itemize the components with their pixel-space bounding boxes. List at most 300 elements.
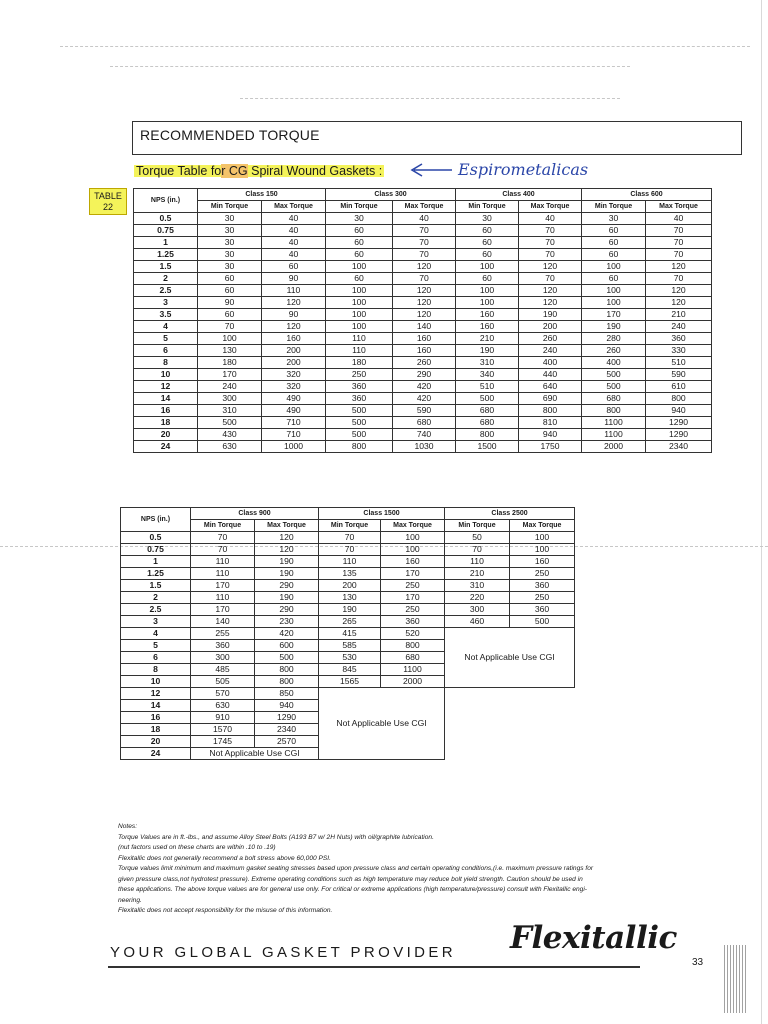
torque-cell: 1570 — [191, 724, 255, 736]
torque-cell: 60 — [326, 273, 393, 285]
nps-cell: 1.5 — [134, 261, 198, 273]
torque-cell: 120 — [646, 285, 712, 297]
torque-cell: 120 — [519, 297, 582, 309]
nps-cell: 14 — [121, 700, 191, 712]
torque-cell: 70 — [646, 249, 712, 261]
torque-cell: 60 — [326, 225, 393, 237]
torque-cell: 190 — [255, 568, 319, 580]
table-row — [134, 225, 712, 237]
torque-cell: 290 — [255, 580, 319, 592]
torque-cell: 300 — [445, 604, 510, 616]
torque-cell: 210 — [445, 568, 510, 580]
torque-cell: 110 — [319, 556, 381, 568]
torque-cell: 680 — [456, 417, 519, 429]
torque-cell: 500 — [326, 429, 393, 441]
handwritten-arrow-icon — [404, 162, 454, 178]
torque-cell: 500 — [456, 393, 519, 405]
nps-cell: 5 — [121, 640, 191, 652]
torque-cell: 130 — [198, 345, 262, 357]
torque-cell: 490 — [262, 393, 326, 405]
torque-cell: 420 — [393, 393, 456, 405]
torque-cell: 70 — [191, 532, 255, 544]
torque-cell: 100 — [326, 309, 393, 321]
torque-cell: 60 — [582, 237, 646, 249]
torque-cell: 420 — [393, 381, 456, 393]
not-applicable-class-900: Not Applicable Use CGI — [191, 748, 319, 760]
torque-cell: 170 — [381, 568, 445, 580]
table-row — [121, 580, 575, 592]
torque-cell: 800 — [255, 676, 319, 688]
table-row — [134, 285, 712, 297]
header-title: RECOMMENDED TORQUE — [140, 127, 320, 143]
torque-cell: 440 — [519, 369, 582, 381]
torque-cell: 60 — [262, 261, 326, 273]
torque-cell: 320 — [262, 369, 326, 381]
torque-cell: 70 — [519, 225, 582, 237]
nps-cell: 18 — [121, 724, 191, 736]
nps-cell: 18 — [134, 417, 198, 429]
torque-cell: 800 — [646, 393, 712, 405]
torque-cell: 500 — [582, 381, 646, 393]
torque-cell: 60 — [198, 285, 262, 297]
max-torque-header: Max Torque — [255, 520, 319, 532]
note-line: these applications. The above torque values are for general use only. For critical or extreme applications (high temperature/pressure) consult with Flexitallic engi- — [118, 886, 587, 893]
torque-cell: 500 — [582, 369, 646, 381]
torque-cell: 800 — [255, 664, 319, 676]
nps-cell: 1.5 — [121, 580, 191, 592]
torque-cell: 360 — [326, 393, 393, 405]
torque-cell: 260 — [519, 333, 582, 345]
torque-cell: 70 — [519, 273, 582, 285]
torque-cell: 800 — [519, 405, 582, 417]
torque-cell: 30 — [198, 249, 262, 261]
torque-cell: 310 — [445, 580, 510, 592]
torque-cell: 300 — [191, 652, 255, 664]
torque-cell: 190 — [255, 556, 319, 568]
torque-cell: 190 — [255, 592, 319, 604]
torque-cell: 50 — [445, 532, 510, 544]
torque-cell: 290 — [255, 604, 319, 616]
torque-cell: 485 — [191, 664, 255, 676]
torque-cell: 300 — [198, 393, 262, 405]
torque-cell: 30 — [198, 237, 262, 249]
min-torque-header: Min Torque — [198, 201, 262, 213]
class-header: Class 900 — [191, 508, 319, 520]
torque-cell: 60 — [198, 273, 262, 285]
torque-cell: 810 — [519, 417, 582, 429]
torque-cell: 30 — [326, 213, 393, 225]
torque-cell: 1745 — [191, 736, 255, 748]
page-number: 33 — [692, 957, 704, 968]
max-torque-header: Max Torque — [381, 520, 445, 532]
torque-cell: 360 — [510, 580, 575, 592]
note-line: neering. — [118, 896, 142, 904]
torque-cell: 40 — [393, 213, 456, 225]
torque-cell: 120 — [393, 297, 456, 309]
nps-cell: 6 — [134, 345, 198, 357]
nps-cell: 0.5 — [121, 532, 191, 544]
torque-cell: 135 — [319, 568, 381, 580]
nps-cell: 2 — [121, 592, 191, 604]
torque-cell: 500 — [255, 652, 319, 664]
torque-cell: 170 — [582, 309, 646, 321]
torque-cell: 190 — [456, 345, 519, 357]
torque-cell: 240 — [519, 345, 582, 357]
torque-cell: 100 — [381, 532, 445, 544]
torque-cell: 2340 — [255, 724, 319, 736]
table-row — [134, 273, 712, 285]
nps-cell: 4 — [134, 321, 198, 333]
min-torque-header: Min Torque — [319, 520, 381, 532]
torque-cell: 70 — [646, 225, 712, 237]
torque-cell: 1500 — [456, 441, 519, 453]
torque-cell: 70 — [191, 544, 255, 556]
torque-cell: 680 — [393, 417, 456, 429]
torque-cell: 420 — [255, 628, 319, 640]
torque-cell: 90 — [262, 309, 326, 321]
torque-cell: 110 — [191, 592, 255, 604]
torque-cell: 160 — [262, 333, 326, 345]
torque-cell: 70 — [393, 237, 456, 249]
min-torque-header: Min Torque — [582, 201, 646, 213]
torque-cell: 505 — [191, 676, 255, 688]
torque-cell: 30 — [456, 213, 519, 225]
torque-cell: 30 — [198, 213, 262, 225]
torque-cell: 60 — [456, 273, 519, 285]
table-row — [134, 309, 712, 321]
min-torque-header: Min Torque — [456, 201, 519, 213]
torque-cell: 690 — [519, 393, 582, 405]
torque-cell: 800 — [381, 640, 445, 652]
torque-cell: 100 — [326, 261, 393, 273]
note-line: Flexitallic does not accept responsibility for the misuse of this information. — [118, 907, 333, 914]
torque-cell: 1565 — [319, 676, 381, 688]
table-row — [134, 249, 712, 261]
torque-cell: 680 — [381, 652, 445, 664]
max-torque-header: Max Torque — [393, 201, 456, 213]
torque-cell: 1290 — [646, 417, 712, 429]
torque-cell: 590 — [393, 405, 456, 417]
nps-cell: 24 — [121, 748, 191, 760]
torque-cell: 850 — [255, 688, 319, 700]
torque-cell: 500 — [326, 417, 393, 429]
max-torque-header: Max Torque — [646, 201, 712, 213]
torque-cell: 70 — [519, 237, 582, 249]
torque-cell: 70 — [646, 237, 712, 249]
torque-cell: 170 — [191, 604, 255, 616]
torque-cell: 250 — [381, 580, 445, 592]
torque-cell: 70 — [393, 249, 456, 261]
max-torque-header: Max Torque — [519, 201, 582, 213]
torque-cell: 100 — [510, 544, 575, 556]
not-applicable-class-1500: Not Applicable Use CGI — [319, 688, 445, 760]
torque-cell: 60 — [326, 249, 393, 261]
torque-cell: 360 — [646, 333, 712, 345]
torque-cell: 120 — [519, 285, 582, 297]
torque-cell: 940 — [519, 429, 582, 441]
notes-heading: Notes: — [118, 823, 138, 830]
note-line: Flexitallic does not generally recommend a bolt stress above 60,000 PSI. — [118, 854, 331, 862]
footer-tagline: YOUR GLOBAL GASKET PROVIDER — [110, 944, 457, 961]
torque-cell: 170 — [191, 580, 255, 592]
table-row — [121, 532, 575, 544]
torque-cell: 250 — [510, 568, 575, 580]
torque-cell: 260 — [393, 357, 456, 369]
table-row — [134, 417, 712, 429]
torque-cell: 140 — [191, 616, 255, 628]
table-row — [121, 688, 575, 700]
notes-section — [118, 822, 718, 917]
torque-cell: 210 — [646, 309, 712, 321]
handwritten-note: Espirometalicas — [458, 160, 589, 179]
table-row — [134, 429, 712, 441]
table-row — [121, 592, 575, 604]
nps-cell: 1 — [121, 556, 191, 568]
torque-cell: 360 — [326, 381, 393, 393]
torque-cell: 40 — [262, 225, 326, 237]
torque-cell: 190 — [319, 604, 381, 616]
torque-cell: 800 — [456, 429, 519, 441]
torque-cell: 100 — [456, 261, 519, 273]
min-torque-header: Min Torque — [191, 520, 255, 532]
nps-cell: 16 — [134, 405, 198, 417]
torque-cell: 100 — [326, 321, 393, 333]
torque-cell: 1100 — [381, 664, 445, 676]
torque-cell: 70 — [319, 532, 381, 544]
table-row — [134, 333, 712, 345]
torque-cell: 2000 — [582, 441, 646, 453]
torque-cell: 500 — [510, 616, 575, 628]
table-row — [121, 616, 575, 628]
torque-cell: 120 — [393, 285, 456, 297]
torque-cell: 1750 — [519, 441, 582, 453]
torque-cell: 30 — [582, 213, 646, 225]
torque-cell: 255 — [191, 628, 255, 640]
class-header: Class 2500 — [445, 508, 575, 520]
torque-cell: 430 — [198, 429, 262, 441]
torque-cell: 120 — [393, 261, 456, 273]
table-row — [134, 213, 712, 225]
torque-cell: 530 — [319, 652, 381, 664]
class-header: Class 600 — [582, 189, 712, 201]
torque-cell: 500 — [198, 417, 262, 429]
not-applicable-class-2500: Not Applicable Use CGI — [445, 628, 575, 688]
torque-cell: 60 — [582, 273, 646, 285]
nps-cell: 12 — [121, 688, 191, 700]
torque-cell: 610 — [646, 381, 712, 393]
torque-cell: 310 — [456, 357, 519, 369]
scan-noise — [110, 66, 630, 68]
torque-cell: 100 — [582, 297, 646, 309]
torque-cell: 1030 — [393, 441, 456, 453]
torque-cell: 120 — [255, 532, 319, 544]
min-torque-header: Min Torque — [445, 520, 510, 532]
torque-cell: 160 — [456, 321, 519, 333]
table-subtitle: Torque Table for CG Spiral Wound Gaskets : — [136, 164, 383, 178]
table-row — [134, 345, 712, 357]
torque-cell: 120 — [262, 297, 326, 309]
table-row — [134, 381, 712, 393]
class-header: Class 300 — [326, 189, 456, 201]
table-row — [134, 237, 712, 249]
torque-cell: 1100 — [582, 417, 646, 429]
brand-logo: Flexitallic — [510, 920, 677, 956]
torque-cell: 160 — [393, 333, 456, 345]
table-row — [121, 556, 575, 568]
table-row — [134, 369, 712, 381]
note-line: Torque values limit minimum and maximum gasket seating stresses based upon pressure class and certain operating conditions,(i.e. maximum pressure ratings for — [118, 865, 594, 872]
torque-cell: 250 — [381, 604, 445, 616]
nps-cell: 2 — [134, 273, 198, 285]
torque-cell: 70 — [198, 321, 262, 333]
torque-cell: 630 — [191, 700, 255, 712]
nps-cell: 1.25 — [121, 568, 191, 580]
torque-cell: 70 — [393, 225, 456, 237]
nps-cell: 4 — [121, 628, 191, 640]
torque-cell: 100 — [582, 285, 646, 297]
torque-cell: 100 — [510, 532, 575, 544]
torque-cell: 190 — [519, 309, 582, 321]
torque-cell: 60 — [456, 237, 519, 249]
torque-cell: 40 — [262, 213, 326, 225]
torque-cell: 330 — [646, 345, 712, 357]
torque-cell: 160 — [393, 345, 456, 357]
torque-cell: 70 — [393, 273, 456, 285]
torque-cell: 110 — [326, 345, 393, 357]
note-line: given pressure class,not hydrotest pressure). Extreme operating conditions such as high temperature may reduce bolt yield strength. Caution should be used in — [118, 875, 583, 883]
torque-cell: 60 — [456, 225, 519, 237]
torque-cell: 360 — [191, 640, 255, 652]
torque-cell: 400 — [582, 357, 646, 369]
nps-cell: 1 — [134, 237, 198, 249]
nps-cell: 12 — [134, 381, 198, 393]
nps-cell: 0.5 — [134, 213, 198, 225]
torque-cell: 510 — [646, 357, 712, 369]
torque-cell: 260 — [582, 345, 646, 357]
torque-cell: 160 — [381, 556, 445, 568]
torque-cell: 120 — [519, 261, 582, 273]
table-row — [134, 357, 712, 369]
nps-cell: 0.75 — [134, 225, 198, 237]
torque-cell: 680 — [456, 405, 519, 417]
torque-cell: 60 — [326, 237, 393, 249]
nps-cell: 10 — [134, 369, 198, 381]
torque-cell: 30 — [198, 225, 262, 237]
torque-cell: 240 — [646, 321, 712, 333]
torque-cell: 940 — [255, 700, 319, 712]
torque-cell: 200 — [319, 580, 381, 592]
table-row — [121, 544, 575, 556]
torque-cell: 1290 — [255, 712, 319, 724]
torque-cell: 510 — [456, 381, 519, 393]
torque-cell: 400 — [519, 357, 582, 369]
table-row — [121, 604, 575, 616]
torque-cell: 600 — [255, 640, 319, 652]
header-title-box — [132, 121, 742, 155]
torque-table-class-900-2500 — [120, 507, 575, 760]
torque-cell: 140 — [393, 321, 456, 333]
torque-cell: 585 — [319, 640, 381, 652]
class-header: Class 1500 — [319, 508, 445, 520]
torque-cell: 570 — [191, 688, 255, 700]
torque-cell: 415 — [319, 628, 381, 640]
torque-cell: 110 — [445, 556, 510, 568]
torque-cell: 100 — [198, 333, 262, 345]
nps-cell: 24 — [134, 441, 198, 453]
torque-cell: 160 — [510, 556, 575, 568]
torque-cell: 170 — [198, 369, 262, 381]
torque-cell: 200 — [262, 345, 326, 357]
nps-cell: 5 — [134, 333, 198, 345]
nps-cell: 2.5 — [134, 285, 198, 297]
torque-cell: 60 — [582, 249, 646, 261]
torque-cell: 100 — [381, 544, 445, 556]
nps-cell: 3 — [121, 616, 191, 628]
torque-cell: 160 — [456, 309, 519, 321]
table-row — [134, 441, 712, 453]
torque-cell: 110 — [326, 333, 393, 345]
torque-cell: 100 — [326, 285, 393, 297]
nps-header: NPS (in.) — [134, 189, 198, 213]
torque-cell: 490 — [262, 405, 326, 417]
torque-cell: 280 — [582, 333, 646, 345]
torque-cell: 740 — [393, 429, 456, 441]
torque-cell: 40 — [646, 213, 712, 225]
torque-cell: 40 — [262, 249, 326, 261]
table-row — [121, 568, 575, 580]
torque-cell: 460 — [445, 616, 510, 628]
torque-cell: 70 — [519, 249, 582, 261]
max-torque-header: Max Torque — [510, 520, 575, 532]
torque-table-class-150-600 — [133, 188, 712, 453]
nps-cell: 6 — [121, 652, 191, 664]
table-number-label: TABLE 22 — [89, 188, 127, 215]
nps-cell: 1.25 — [134, 249, 198, 261]
torque-cell: 250 — [510, 592, 575, 604]
torque-cell: 200 — [262, 357, 326, 369]
torque-cell: 30 — [198, 261, 262, 273]
page-edge — [761, 0, 762, 1024]
torque-cell: 70 — [445, 544, 510, 556]
nps-cell: 20 — [121, 736, 191, 748]
torque-cell: 210 — [456, 333, 519, 345]
class-header: Class 400 — [456, 189, 582, 201]
torque-cell: 40 — [519, 213, 582, 225]
torque-cell: 2570 — [255, 736, 319, 748]
torque-cell: 130 — [319, 592, 381, 604]
torque-cell: 180 — [326, 357, 393, 369]
torque-cell: 240 — [198, 381, 262, 393]
torque-cell: 520 — [381, 628, 445, 640]
note-line: Torque Values are in ft.-lbs., and assume Alloy Steel Bolts (A193 B7 w/ 2H Nuts) with oil/graphite lubrication. — [118, 833, 434, 841]
torque-cell: 70 — [319, 544, 381, 556]
nps-cell: 16 — [121, 712, 191, 724]
torque-cell: 1000 — [262, 441, 326, 453]
torque-cell: 360 — [510, 604, 575, 616]
table-row — [134, 405, 712, 417]
table-row — [134, 393, 712, 405]
table-row — [134, 321, 712, 333]
torque-cell: 845 — [319, 664, 381, 676]
torque-cell: 200 — [519, 321, 582, 333]
torque-cell: 800 — [326, 441, 393, 453]
torque-cell: 340 — [456, 369, 519, 381]
torque-cell: 230 — [255, 616, 319, 628]
class-header: Class 150 — [198, 189, 326, 201]
nps-header: NPS (in.) — [121, 508, 191, 532]
nps-cell: 20 — [134, 429, 198, 441]
torque-cell: 360 — [381, 616, 445, 628]
